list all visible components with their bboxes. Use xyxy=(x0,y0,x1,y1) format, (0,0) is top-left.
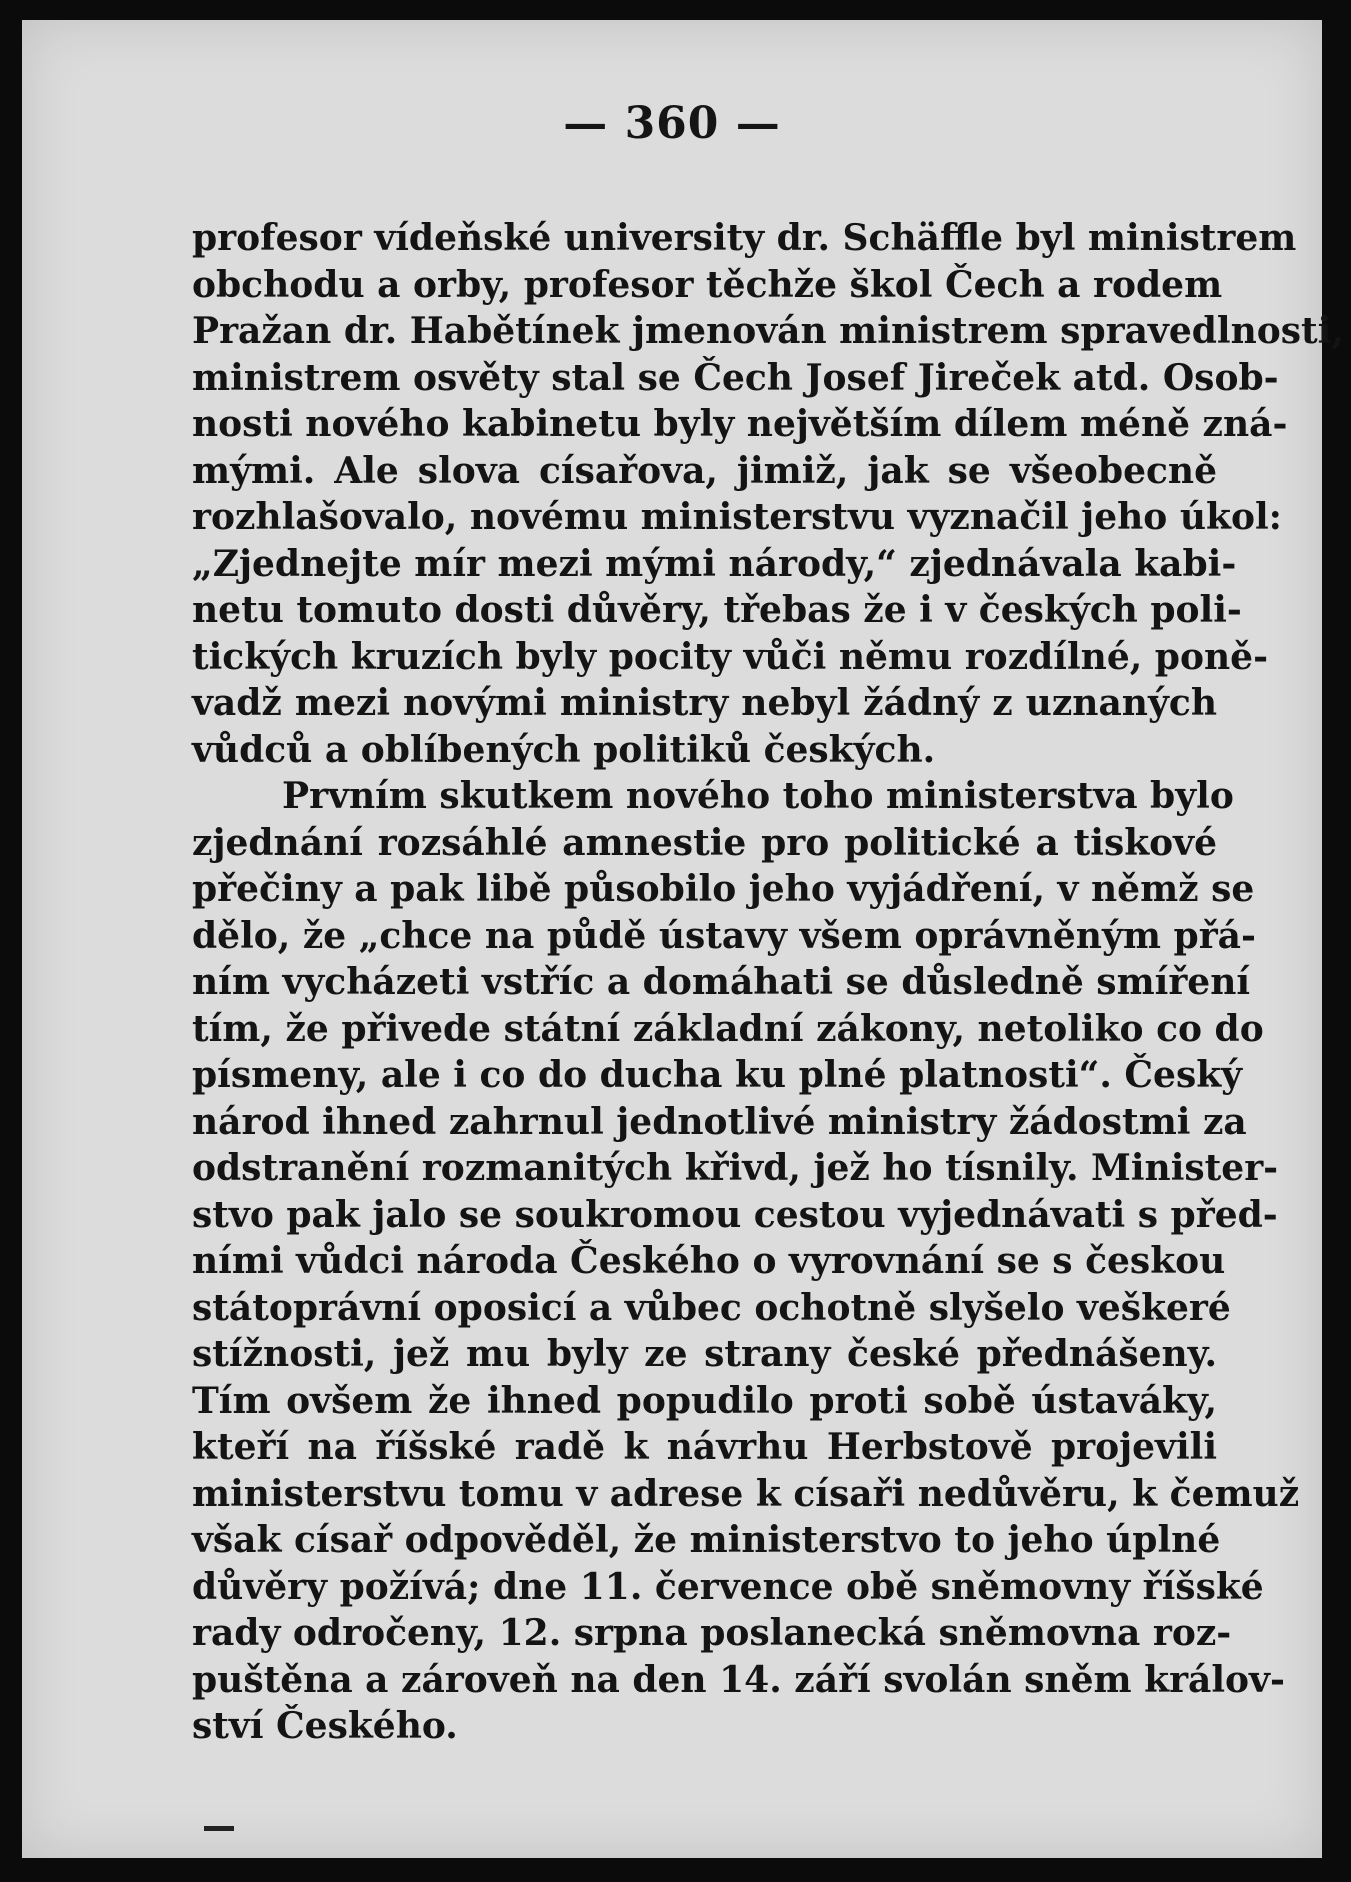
book-page xyxy=(22,20,1344,1858)
printer-mark xyxy=(204,1826,234,1831)
text-line: mými. Ale slova císařova, jimiž, jak se všeobecně xyxy=(192,449,1217,492)
text-line: Pražan dr. Habětínek jmenován ministrem spravedlnosti, xyxy=(192,310,1344,352)
page-number: — 360 — xyxy=(563,98,781,149)
text-line: ním vycházeti vstříc a domáhati se důsledně smíření xyxy=(192,961,1251,1003)
text-line: důvěry požívá; dne 11. července obě sněmovny říšské xyxy=(192,1565,1264,1608)
text-line: však císař odpověděl, že ministerstvo to jeho úplné xyxy=(192,1519,1221,1561)
text-line: nosti nového kabinetu byly největším dílem méně zná- xyxy=(192,403,1288,445)
text-line: ministrem osvěty stal se Čech Josef Jireček atd. Osob- xyxy=(192,356,1279,399)
text-line: profesor vídeňské university dr. Schäffle byl ministrem xyxy=(192,217,1297,259)
text-line: písmeny, ale i co do ducha ku plné platnosti“. Český xyxy=(192,1054,1243,1096)
text-line: národ ihned zahrnul jednotlivé ministry žádostmi za xyxy=(192,1100,1247,1143)
text-line: přečiny a pak libě působilo jeho vyjádření, v němž se xyxy=(192,868,1255,910)
text-line: vadž mezi novými ministry nebyl žádný z uznaných xyxy=(192,682,1217,724)
text-line: „Zjednejte mír mezi mými národy,“ zjednávala kabi- xyxy=(192,542,1237,585)
text-line: ministerstvu tomu v adrese k císaři nedůvěru, k čemuž xyxy=(192,1472,1300,1515)
text-line: tím, že přivede státní základní zákony, netoliko co do xyxy=(192,1007,1264,1050)
text-line: vůdců a oblíbených politiků českých. xyxy=(192,728,936,771)
text-line: ství Českého. xyxy=(192,1705,458,1747)
text-line: dělo, že „chce na půdě ústavy všem oprávněným přá- xyxy=(192,914,1256,957)
text-line: obchodu a orby, profesor těchže škol Čech a rodem xyxy=(192,263,1223,306)
text-line: rozhlašovalo, novému ministerstvu vyznačil jeho úkol: xyxy=(192,496,1282,538)
text-line: Tím ovšem že ihned popudilo proti sobě ústaváky, xyxy=(192,1379,1217,1422)
text-line: kteří na říšské radě k návrhu Herbstově projevili xyxy=(192,1426,1217,1468)
body-text xyxy=(192,215,1344,1750)
text-line: stvo pak jalo se soukromou cestou vyjednávati s před- xyxy=(192,1193,1278,1236)
text-line: ními vůdci národa Českého o vyrovnání se s českou xyxy=(192,1240,1226,1282)
text-line: zjednání rozsáhlé amnestie pro politické a tiskové xyxy=(192,821,1217,864)
text-line: Prvním skutkem nového toho ministerstva bylo xyxy=(282,775,1234,817)
text-line: tických kruzích byly pocity vůči němu rozdílné, poně- xyxy=(192,635,1269,678)
text-line: odstranění rozmanitých křivd, jež ho tísnily. Minister- xyxy=(192,1147,1279,1189)
text-line: státoprávní oposicí a vůbec ochotně slyšelo veškeré xyxy=(192,1286,1231,1329)
text-line: puštěna a zároveň na den 14. září svolán sněm králov- xyxy=(192,1658,1285,1701)
text-line: rady odročeny, 12. srpna poslanecká sněmovna roz- xyxy=(192,1612,1232,1654)
text-line: stížnosti, jež mu byly ze strany české přednášeny. xyxy=(192,1333,1217,1375)
text-line: netu tomuto dosti důvěry, třebas že i v českých poli- xyxy=(192,589,1242,631)
